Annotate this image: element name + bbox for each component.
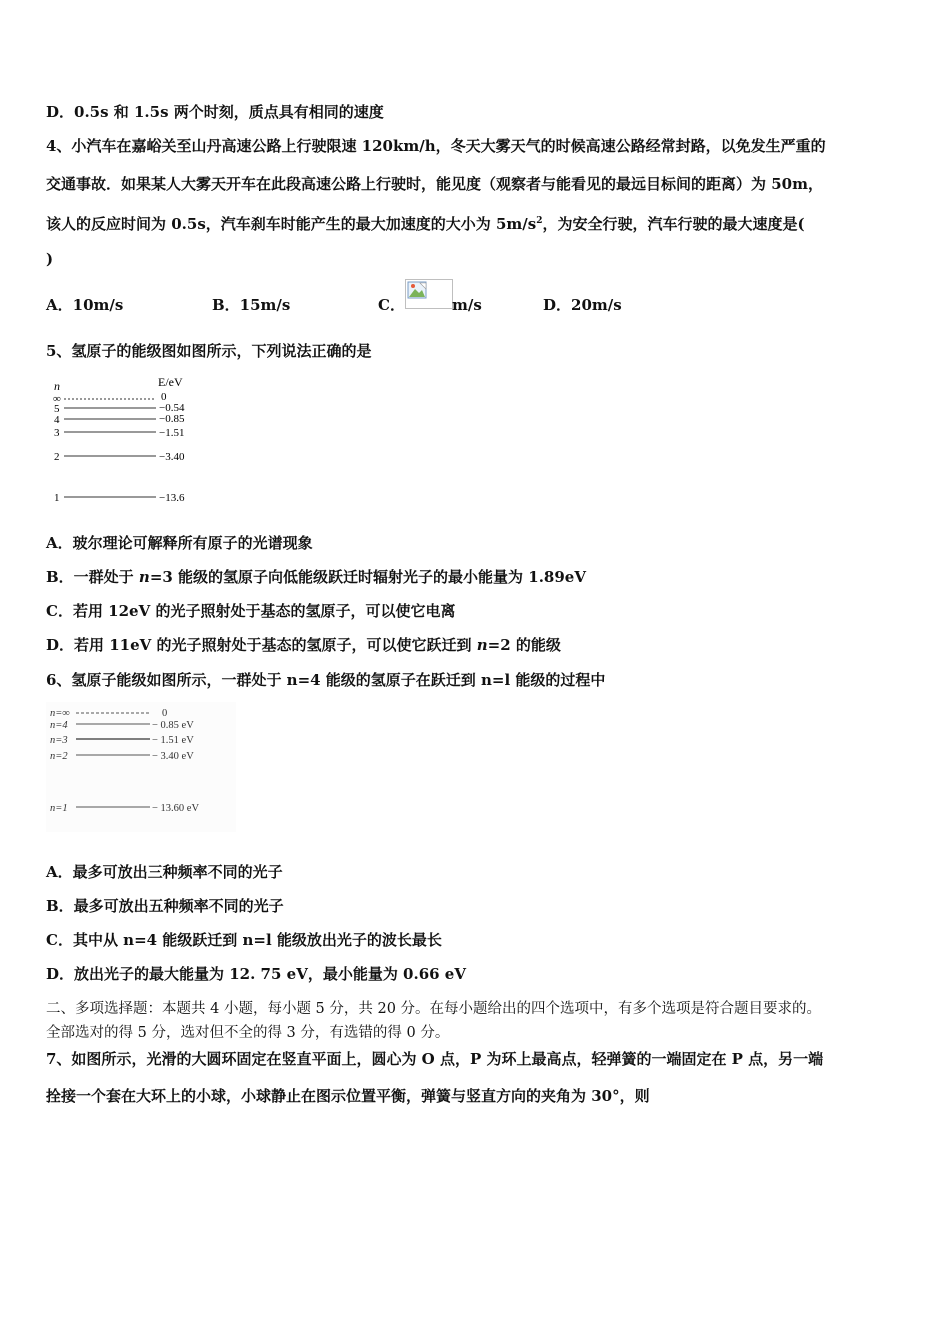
q5-option-b: [46, 567, 586, 587]
q5-energy-level-diagram: [46, 372, 206, 507]
q6-energy-level-diagram: [46, 702, 236, 832]
q5-option-b-n: n: [138, 568, 150, 586]
q5-level-5-e: −0.54: [159, 402, 185, 414]
q5-level-3-n: 3: [54, 427, 60, 439]
q4-option-a: A．10m/s: [46, 296, 124, 314]
q6-level-inf-e: 0: [162, 708, 168, 719]
q5-option-d-tail: =2 的能级: [487, 636, 561, 654]
q4-option-b: B．15m/s: [212, 296, 291, 314]
q4-superscript: 2: [536, 216, 543, 226]
q4-option-d: D．20m/s: [543, 296, 622, 314]
q5-n-axis-label: n: [54, 379, 60, 393]
q6-level-2-e: − 3.40 eV: [152, 751, 194, 762]
broken-image-icon: [405, 279, 453, 309]
q3-option-d: D．0.5s 和 1.5s 两个时刻，质点具有相同的速度: [46, 103, 384, 121]
section2-heading-line2: 全部选对的得 5 分，选对但不全的得 3 分，有选错的得 0 分。: [46, 1025, 450, 1041]
q7-stem-line1: 7、如图所示，光滑的大圆环固定在竖直平面上，圆心为 O 点，P 为环上最高点，轻弹簧的一端固定在 P 点，另一端: [46, 1050, 824, 1068]
q6-level-4-n: n=4: [50, 720, 68, 731]
q5-option-a: A．玻尔理论可解释所有原子的光谱现象: [46, 534, 313, 552]
q5-stem: 5、氢原子的能级图如图所示，下列说法正确的是: [46, 342, 372, 360]
q4-stem-line3-text: 该人的反应时间为 0.5s，汽车刹车时能产生的最大加速度的大小为 5m/s: [46, 215, 537, 233]
q6-level-inf-n: n=∞: [50, 708, 70, 719]
q5-level-5-n: 5: [54, 403, 60, 415]
q6-option-b: B．最多可放出五种频率不同的光子: [46, 897, 284, 915]
q4-stem-line1: 4、小汽车在嘉峪关至山丹高速公路上行驶限速 120km/h，冬天大雾天气的时候高速公路经常封路，以免发生严重的: [46, 137, 826, 155]
q6-level-2-n: n=2: [50, 751, 68, 762]
q4-stem-line3: [46, 211, 805, 234]
q5-option-b-text: B．一群处于: [46, 568, 139, 586]
q5-level-4-e: −0.85: [159, 413, 185, 425]
q4-stem-line2: 交通事故．如果某人大雾天开车在此段高速公路上行驶时，能见度（观察者与能看见的最远目标间的距离）为 50m，: [46, 175, 823, 193]
q5-option-b-tail: =3 能级的氢原子向低能级跃迁时辐射光子的最小能量为 1.89eV: [149, 568, 586, 586]
q6-option-c: C．其中从 n=4 能级跃迁到 n=l 能级放出光子的波长最长: [46, 931, 442, 949]
q5-level-inf-e: 0: [161, 391, 167, 403]
q6-option-d: D．放出光子的最大能量为 12. 75 eV，最小能量为 0.66 eV: [46, 965, 466, 983]
q5-option-d-n: n: [476, 636, 488, 654]
q5-option-c: C．若用 12eV 的光子照射处于基态的氢原子，可以使它电离: [46, 602, 456, 620]
q5-level-1-n: 1: [54, 492, 60, 504]
q5-option-d-text: D．若用 11eV 的光子照射处于基态的氢原子，可以使它跃迁到: [46, 636, 477, 654]
section2-heading-line1: 二、多项选择题：本题共 4 小题，每小题 5 分，共 20 分。在每小题给出的四个选项中，有多个选项是符合题目要求的。: [46, 1001, 822, 1017]
q7-stem-line2: 拴接一个套在大环上的小球，小球静止在图示位置平衡，弹簧与竖直方向的夹角为 30°，则: [46, 1087, 650, 1105]
q6-option-a: A．最多可放出三种频率不同的光子: [46, 863, 283, 881]
q6-level-3-e: − 1.51 eV: [152, 735, 194, 746]
q6-stem: 6、氢原子能级如图所示，一群处于 n=4 能级的氢原子在跃迁到 n=l 能级的过程中: [46, 671, 606, 689]
q5-level-2-e: −3.40: [159, 451, 185, 463]
q5-level-3-e: −1.51: [159, 427, 185, 439]
q6-level-4-e: − 0.85 eV: [152, 720, 194, 731]
q4-stem-line4: ): [46, 250, 54, 268]
q5-level-1-e: −13.6: [159, 492, 185, 504]
q4-option-c-unit: m/s: [452, 296, 482, 314]
q6-level-1-e: − 13.60 eV: [152, 803, 200, 814]
q5-level-4-n: 4: [54, 414, 60, 426]
q5-level-inf-n: ∞: [53, 393, 61, 405]
q6-level-1-n: n=1: [50, 803, 68, 814]
q6-level-3-n: n=3: [50, 735, 68, 746]
q5-e-axis-label: E/eV: [158, 375, 183, 389]
q4-option-c-prefix: C．: [378, 296, 405, 314]
q4-stem-line3-tail: ，为安全行驶，汽车行驶的最大速度是(: [542, 215, 805, 233]
q5-option-d: [46, 635, 561, 655]
q5-level-2-n: 2: [54, 451, 60, 463]
